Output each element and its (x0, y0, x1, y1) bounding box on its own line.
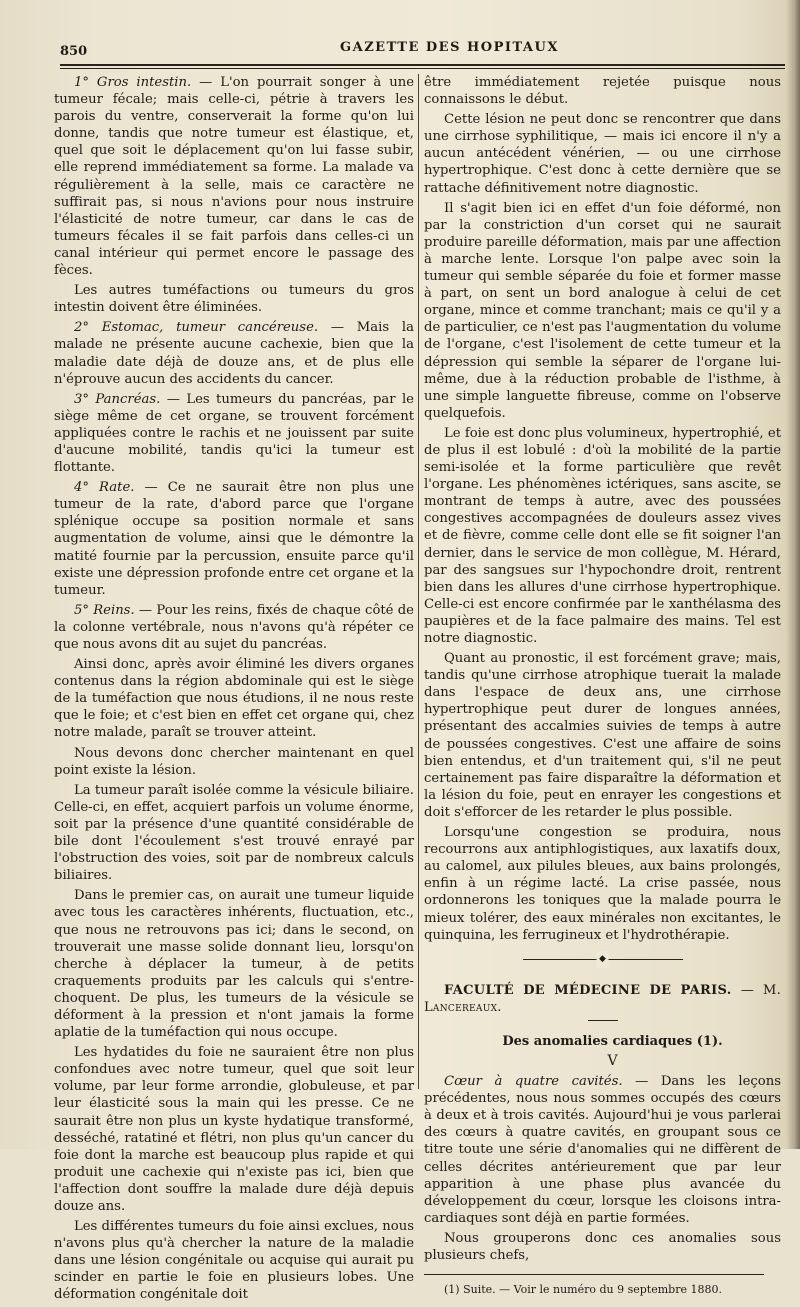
lecture-body (424, 1073, 781, 1264)
paragraph (424, 1073, 781, 1227)
paragraph-text: Le foie est donc plus volumineux, hypertrophié, et de plus il est lobulé : d'où la mobilité de la partie semi-isolée et la forme particulière que revêt l'organe. Les phénomènes ictériques, sans ascite, se montrant de temps à autre, avec des poussées congestives accompagnées de douleurs assez vives et de fièvre, comme celle dont elle se fit soigner l'an dernier, dans le service de mon collègue, M. Hérard, par des sangsues sur l'hypochondre droit, rentrent bien dans les allures d'une cirrhose hypertrophique. Celle-ci est encore confirmée par le xanthélasma des paupières et de la face palmaire des mains. Tel est notre diagnostic. (424, 425, 781, 646)
right-column (424, 74, 781, 1301)
paragraph-text: Les hydatides du foie ne sauraient être non plus confondues avec notre tumeur, quel que soit leur volume, par leur forme arrondie, globuleuse, et par leur élasticité sous la main qui les presse. Ce ne saurait être non plus un kyste hydatique transformé, desséché, ratatiné et flétri, non plus qu'un cancer du foie dont la marche est beaucoup plus rapide et qui produit une cachexie qui n'existe pas ici, bien que l'affection dont souffre la malade dure déjà depuis douze ans. (54, 1045, 414, 1214)
paragraph (54, 319, 414, 387)
paragraph-lead: 5° Reins. (74, 602, 135, 618)
paragraph-text: Quant au pronostic, il est forcément grave; mais, tandis qu'une cirrhose atrophique tuerait la malade dans l'espace de deux ans, une cirrhose hypertrophique peut durer de longues années, présentant des accalmies suivies de temps à autre de poussées congestives. C'est une affaire de soins bien entendus, et d'un traitement qui, s'il ne peut certainement pas faire disparaître la déformation et la lésion du foie, peut en enrayer les congestions et doit s'efforcer de les retarder le plus possible. (424, 651, 781, 820)
paragraph (54, 74, 414, 279)
footnote-rule (424, 1274, 764, 1275)
paragraph-text: Les autres tuméfactions ou tumeurs du gros intestin doivent être éliminées. (54, 283, 414, 316)
header-rule (60, 64, 785, 69)
paragraph (424, 74, 781, 108)
paragraph-text: Nous devons donc chercher maintenant en quel point existe la lésion. (54, 745, 414, 778)
paragraph (54, 479, 414, 599)
paragraph (424, 200, 781, 422)
page-edge-shadow (786, 0, 800, 1149)
paragraph (424, 1230, 781, 1264)
paragraph-text: — L'on pourrait songer à une tumeur fécale; mais celle-ci, pétrie à travers les parois du ventre, conserverait la forme qu'on lui donne, tandis que notre tumeur est élastique, et, quel que soit le déplacement qu'on lui fasse subir, elle reprend immédiatement sa forme. La malade va régulièrement à la selle, mais ce caractère ne suffirait pas, si nous n'avions pour nous instruire l'élasticité de notre tumeur, car dans le cas de tumeurs fécales il se fait parfois dans celles-ci un canal intérieur qui permet encore le passage des fèces. (54, 75, 414, 279)
paragraph-lead: 1° Gros intestin. (74, 75, 192, 90)
paragraph-text: Il s'agit bien ici en effet d'un foie déformé, non par la constriction d'un corset qui ne saurait produire pareille déformation, mais par une affection à marche lente. Lorsque l'on palpe avec soin la tumeur qui semble séparée du foie et former masse à part, on sent un bord analogue à celui de cet organe, mince et comme tranchant; mais ce qu'il y a de particulier, ce n'est pas l'augmentation du volume de l'organe, c'est l'isolement de cette tumeur et la dépression qui semble la séparer de l'organe lui-même, due à la réduction probable de l'isthme, à une simple languette fibreuse, comme on l'observe quelquefois. (424, 200, 781, 421)
paragraph (54, 745, 414, 779)
lecture-number: V (607, 1052, 618, 1069)
paragraph (54, 1044, 414, 1215)
paragraph-text: être immédiatement rejetée puisque nous connaissons le début. (424, 75, 781, 108)
paragraph-text: Ainsi donc, après avoir éliminé les divers organes contenus dans la région abdominale qui est le siège de la tuméfaction que nous étudions, il ne nous reste que le foie; et c'est bien en effet cet organe qui, chez notre malade, paraît se trouver atteint. (54, 657, 414, 741)
paragraph (424, 111, 781, 196)
paragraph-text: — Dans les leçons précédentes, nous nous sommes occupés des cœurs à deux et à trois cavités. Aujourd'hui je vous parlerai des cœurs à quatre cavités, en groupant sous ce titre toute une série d'anomalies qui ne diffèrent de celles décrites antérieurement que par leur apparition à une phase plus avancée du développement du cœur, lorsque les cloisons intra-cardiaques sont déjà en partie formées. (424, 1074, 781, 1226)
paragraph-lead: 2° Estomac, tumeur cancéreuse. (74, 320, 319, 336)
paragraph (54, 1218, 414, 1303)
article-continuation (424, 74, 781, 944)
paragraph-text: Cette lésion ne peut donc se rencontrer que dans une cirrhose syphilitique, — mais ici encore il n'y a aucun antécédent vénérien, — ou une cirrhose hypertrophique. C'est donc à cette dernière que se rattache définitivement notre diagnostic. (424, 112, 781, 196)
paragraph-text: — Les tumeurs du pancréas, par le siège même de cet organe, se trouvent forcément appliquées contre le rachis et ne jouissent par suite d'aucune mobilité, tandis qu'ici la tumeur est flottante. (54, 391, 414, 476)
paragraph-text: Dans le premier cas, on aurait une tumeur liquide avec tous les caractères inhérents, fluctuation, etc., que nous ne retrouvons pas ici; dans le second, on trouverait une masse solide donnant lieu, lorsqu'on cherche à déplacer la tumeur, à de petits craquements produits par les calculs qui s'entre-choquent. De plus, les tumeurs de la vésicule se déforment à la pression et n'ont jamais la forme aplatie de la tuméfaction qui nous occupe. (54, 888, 414, 1041)
lecturer-name: — M. Lancereaux. (424, 982, 781, 1015)
paragraph (54, 602, 414, 653)
paragraph-text: Les différentes tumeurs du foie ainsi exclues, nous n'avons plus qu'à chercher la nature de la maladie dans une lésion congénitale ou acquise qui aurait pu scinder en partie le foie en plusieurs lobes. Une déformation congénitale doit (54, 1219, 414, 1303)
footnote: (1) Suite. — Voir le numéro du 9 septembre 1880. (444, 1283, 722, 1297)
section-separator (523, 954, 683, 964)
paragraph (424, 650, 781, 821)
paragraph-lead: Cœur à quatre cavités. (444, 1074, 623, 1090)
lecture-title: Des anomalies cardiaques (1). (502, 1033, 723, 1049)
page-header (60, 38, 785, 62)
paragraph-text: La tumeur paraît isolée comme la vésicule biliaire. Celle-ci, en effet, acquiert parfois un volume énorme, soit par la présence d'une quantité considérable de bile dont l'écoulement s'est trouvé enrayé par l'obstruction des voies, soit par de nombreux calculs biliaires. (54, 782, 414, 884)
paragraph-text: — Mais la malade ne présente aucune cachexie, bien que la maladie date déjà de douze ans, et de plus elle n'éprouve aucun des accidents du cancer. (54, 320, 414, 387)
paragraph-text: Nous grouperons donc ces anomalies sous plusieurs chefs, (424, 1230, 781, 1263)
paragraph (54, 282, 414, 316)
paragraph-text: — Ce ne saurait être non plus une tumeur de la rate, d'abord parce que l'organe splénique occupe sa position normale et sans augmentation de volume, ainsi que le démontre la matité fournie par la percussion, ensuite parce qu'il existe une dépression profonde entre cet organe et la tumeur. (54, 480, 414, 598)
paragraph (424, 425, 781, 647)
paragraph-text: — Pour les reins, fixés de chaque côté de la colonne vertébrale, nous n'avons qu'à répéter ce que nous avons dit au sujet du pancréas. (54, 602, 414, 652)
faculty-name: FACULTÉ DE MÉDECINE DE PARIS. (444, 982, 732, 998)
paragraph-lead: 4° Rate. (74, 480, 135, 496)
paragraph (54, 782, 414, 885)
short-rule (588, 1020, 618, 1021)
paragraph (424, 824, 781, 944)
paragraph (54, 391, 414, 476)
paragraph-lead: 3° Pancréas. (74, 391, 161, 407)
left-column (54, 74, 414, 1307)
faculty-heading (424, 982, 781, 1016)
column-divider (418, 74, 419, 1089)
paragraph (54, 887, 414, 1041)
page-number: 850 (60, 44, 88, 59)
paragraph-text: Lorsqu'une congestion se produira, nous recourrons aux antiphlogistiques, aux laxatifs doux, au calomel, aux pilules bleues, aux bains prolongés, enfin à un régime lacté. La crise passée, nous ordonnerons les toniques que la malade pourra le mieux tolérer, des eaux minérales non excitantes, le quinquina, les ferrugineux et l'hydrothérapie. (424, 825, 781, 943)
journal-title: GAZETTE DES HOPITAUX (340, 40, 559, 55)
paragraph (54, 656, 414, 741)
